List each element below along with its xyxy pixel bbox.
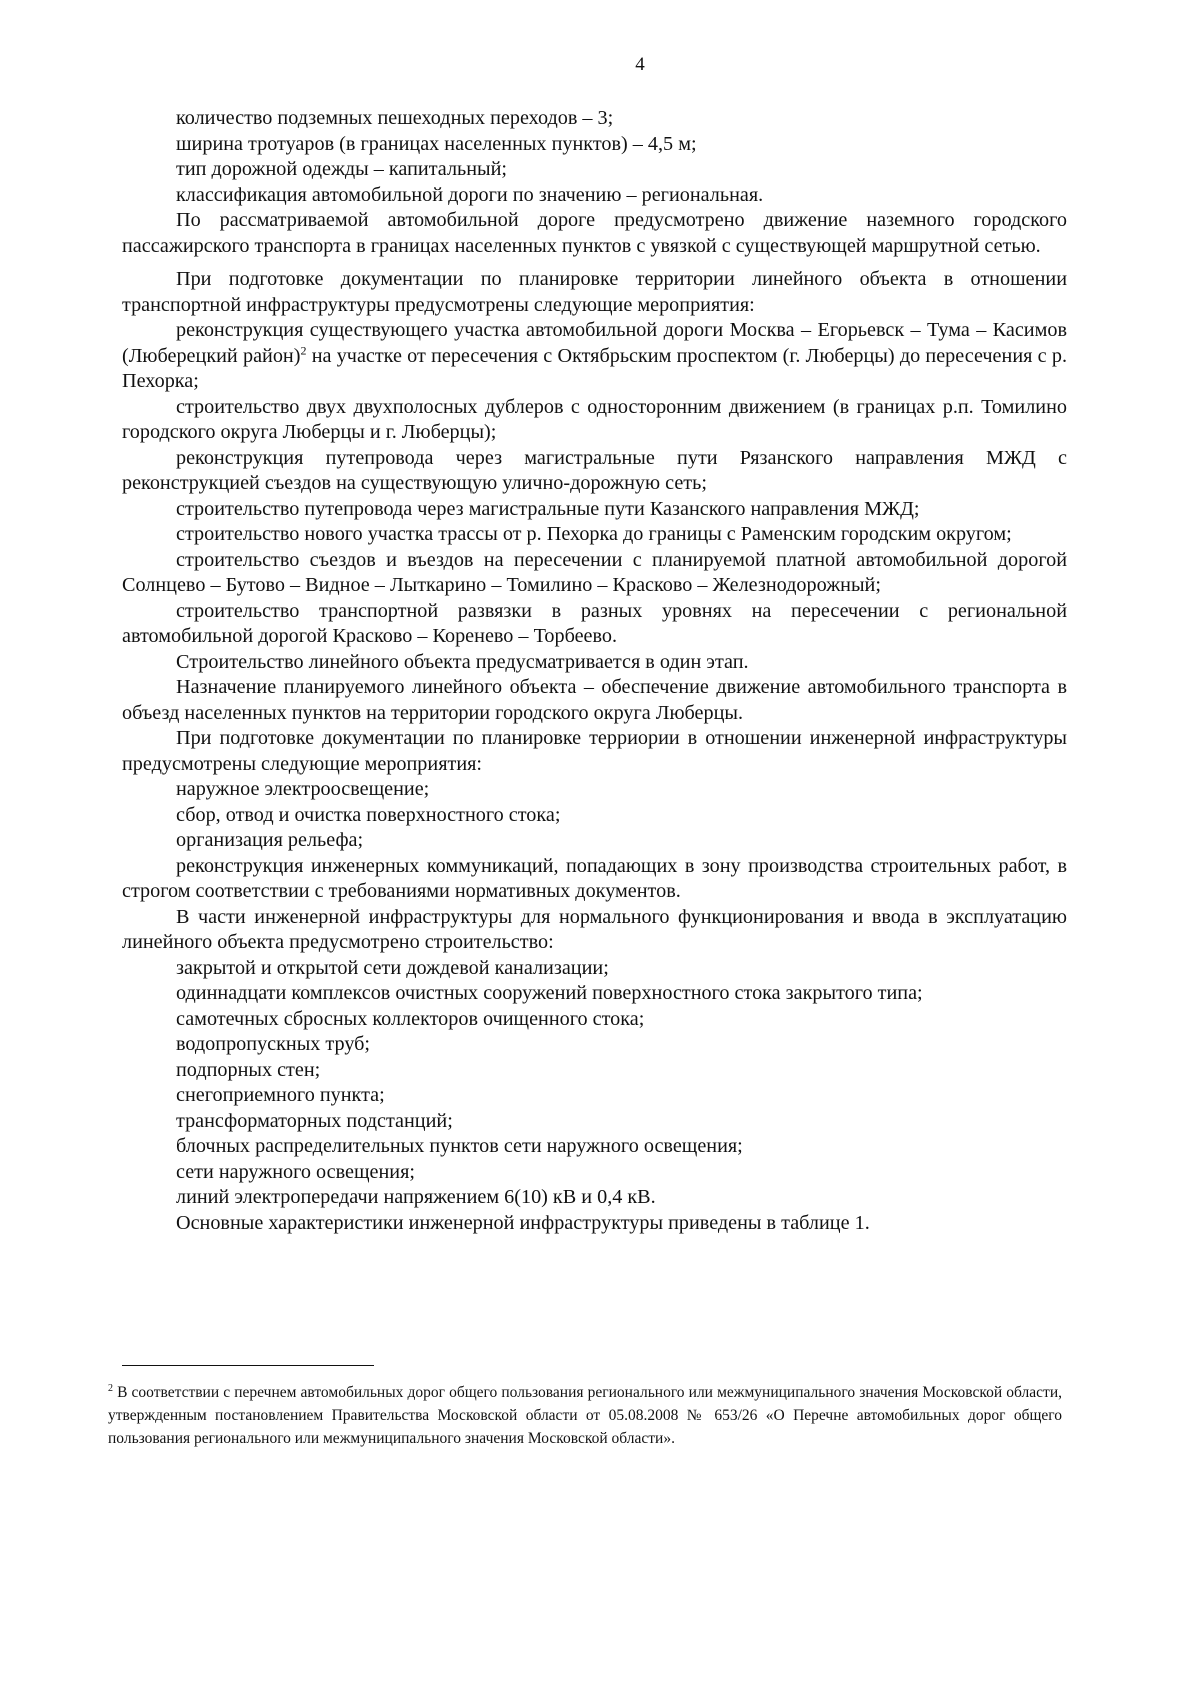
paragraph-interchange: строительство транспортной развязки в разных уровнях на пересечении с региональной автомобильной дорогой Красково – Коренево – Торбеево.	[122, 599, 1067, 647]
paragraph-engineering-construction-intro: В части инженерной инфраструктуры для нормального функционирования и ввода в эксплуатацию линейного объекта предусмотрено строительство:	[122, 905, 1067, 953]
page-number: 4	[635, 54, 645, 75]
paragraph-road-reconstruction-start: реконструкция существующего участка автомобильной дороги Москва – Егорьевск – Тума – Касимов (Люберецкий район)	[122, 319, 1067, 367]
paragraph-pavement-type: тип дорожной одежды – капитальный;	[176, 158, 508, 180]
paragraph-power-lines: линий электропередачи напряжением 6(10) кВ и 0,4 кВ.	[176, 1186, 656, 1208]
paragraph-engineering-measures-intro: При подготовке документации по планировке терриории в отношении инженерной инфраструктуры предусмотрены следующие мероприятия:	[122, 727, 1067, 775]
paragraph-construction-stage: Строительство линейного объекта предусматривается в один этап.	[176, 650, 749, 673]
paragraph-duplicate-roads: строительство двух двухполосных дублеров с односторонним движением (в границах р.п. Томилино городского округа Люберцы и г. Люберцы);	[122, 395, 1067, 443]
paragraph-outdoor-lighting: наружное электроосвещение;	[176, 778, 430, 800]
footnote-reference: 2	[300, 342, 307, 357]
paragraph-storm-sewer: закрытой и открытой сети дождевой канализации;	[176, 956, 609, 979]
footnote-mark: 2	[108, 1382, 113, 1394]
paragraph-road-reconstruction-end: на участке от пересечения с Октябрьским проспектом (г. Люберцы) до пересечения с р. Пехорка;	[122, 344, 1067, 392]
paragraph-culverts: водопропускных труб;	[176, 1033, 371, 1055]
paragraph-transport-measures-intro: При подготовке документации по планировке территории линейного объекта в отношении транспортной инфраструктуры предусмотрены следующие мероприятия:	[122, 268, 1067, 316]
paragraph-treatment-facilities: одиннадцати комплексов очистных сооружений поверхностного стока закрытого типа;	[176, 982, 923, 1004]
paragraph-utilities-reconstruction: реконструкция инженерных коммуникаций, попадающих в зону производства строительных работ, в строгом соответствии с требованиями нормативных документов.	[122, 854, 1067, 902]
paragraph-kazan-overpass: строительство путепровода через магистральные пути Казанского направления МЖД;	[176, 497, 920, 520]
paragraph-table-reference: Основные характеристики инженерной инфраструктуры приведены в таблице 1.	[176, 1211, 870, 1234]
paragraph-road-reconstruction	[122, 318, 1067, 395]
paragraph-distribution-points: блочных распределительных пунктов сети наружного освещения;	[176, 1135, 743, 1157]
paragraph-snow-point: снегоприемного пункта;	[176, 1084, 385, 1106]
paragraph-lighting-network: сети наружного освещения;	[176, 1160, 415, 1183]
paragraph-retaining-walls: подпорных стен;	[176, 1058, 321, 1081]
paragraph-new-route-section: строительство нового участка трассы от р. Пехорка до границы с Раменским городским округом;	[176, 523, 1012, 545]
paragraph-object-purpose: Назначение планируемого линейного объекта – обеспечение движение автомобильного транспорта в объезд населенных пунктов на территории городского округа Люберцы.	[122, 676, 1067, 724]
paragraph-road-classification: классификация автомобильной дороги по значению – региональная.	[176, 183, 764, 206]
paragraph-relief: организация рельефа;	[176, 829, 364, 851]
footnote	[108, 1381, 1062, 1450]
paragraph-discharge-collectors: самотечных сбросных коллекторов очищенного стока;	[176, 1007, 645, 1030]
paragraph-sidewalk-width: ширина тротуаров (в границах населенных пунктов) – 4,5 м;	[176, 132, 697, 155]
paragraph-ryazan-overpass: реконструкция путепровода через магистральные пути Рязанского направления МЖД с реконструкцией съездов на существующую улично-дорожную сеть;	[122, 446, 1067, 494]
paragraph-exits-entrances: строительство съездов и въездов на пересечении с планируемой платной автомобильной дорогой Солнцево – Бутово – Видное – Лыткарино – Томилино – Красково – Железнодорожный;	[122, 548, 1067, 596]
paragraph-surface-runoff: сбор, отвод и очистка поверхностного стока;	[176, 803, 561, 826]
paragraph-substations: трансформаторных подстанций;	[176, 1109, 453, 1132]
body-text	[122, 106, 1067, 1236]
footnote-text: В соответствии с перечнем автомобильных дорог общего пользования регионального или межмуниципального значения Московской области, утвержденным постановлением Правительства Московской области от 05.08.2008 № 653/26 «О Перечне автомобильных дорог общего пользования регионального или межмуниципального значения Московской области».	[108, 1384, 1062, 1447]
footnote-divider	[122, 1365, 374, 1366]
paragraph-public-transport: По рассматриваемой автомобильной дороге предусмотрено движение наземного городского пассажирского транспорта в границах населенных пунктов с увязкой с существующей маршрутной сетью.	[122, 209, 1067, 257]
paragraph-underground-crossings: количество подземных пешеходных переходов – 3;	[176, 107, 614, 129]
